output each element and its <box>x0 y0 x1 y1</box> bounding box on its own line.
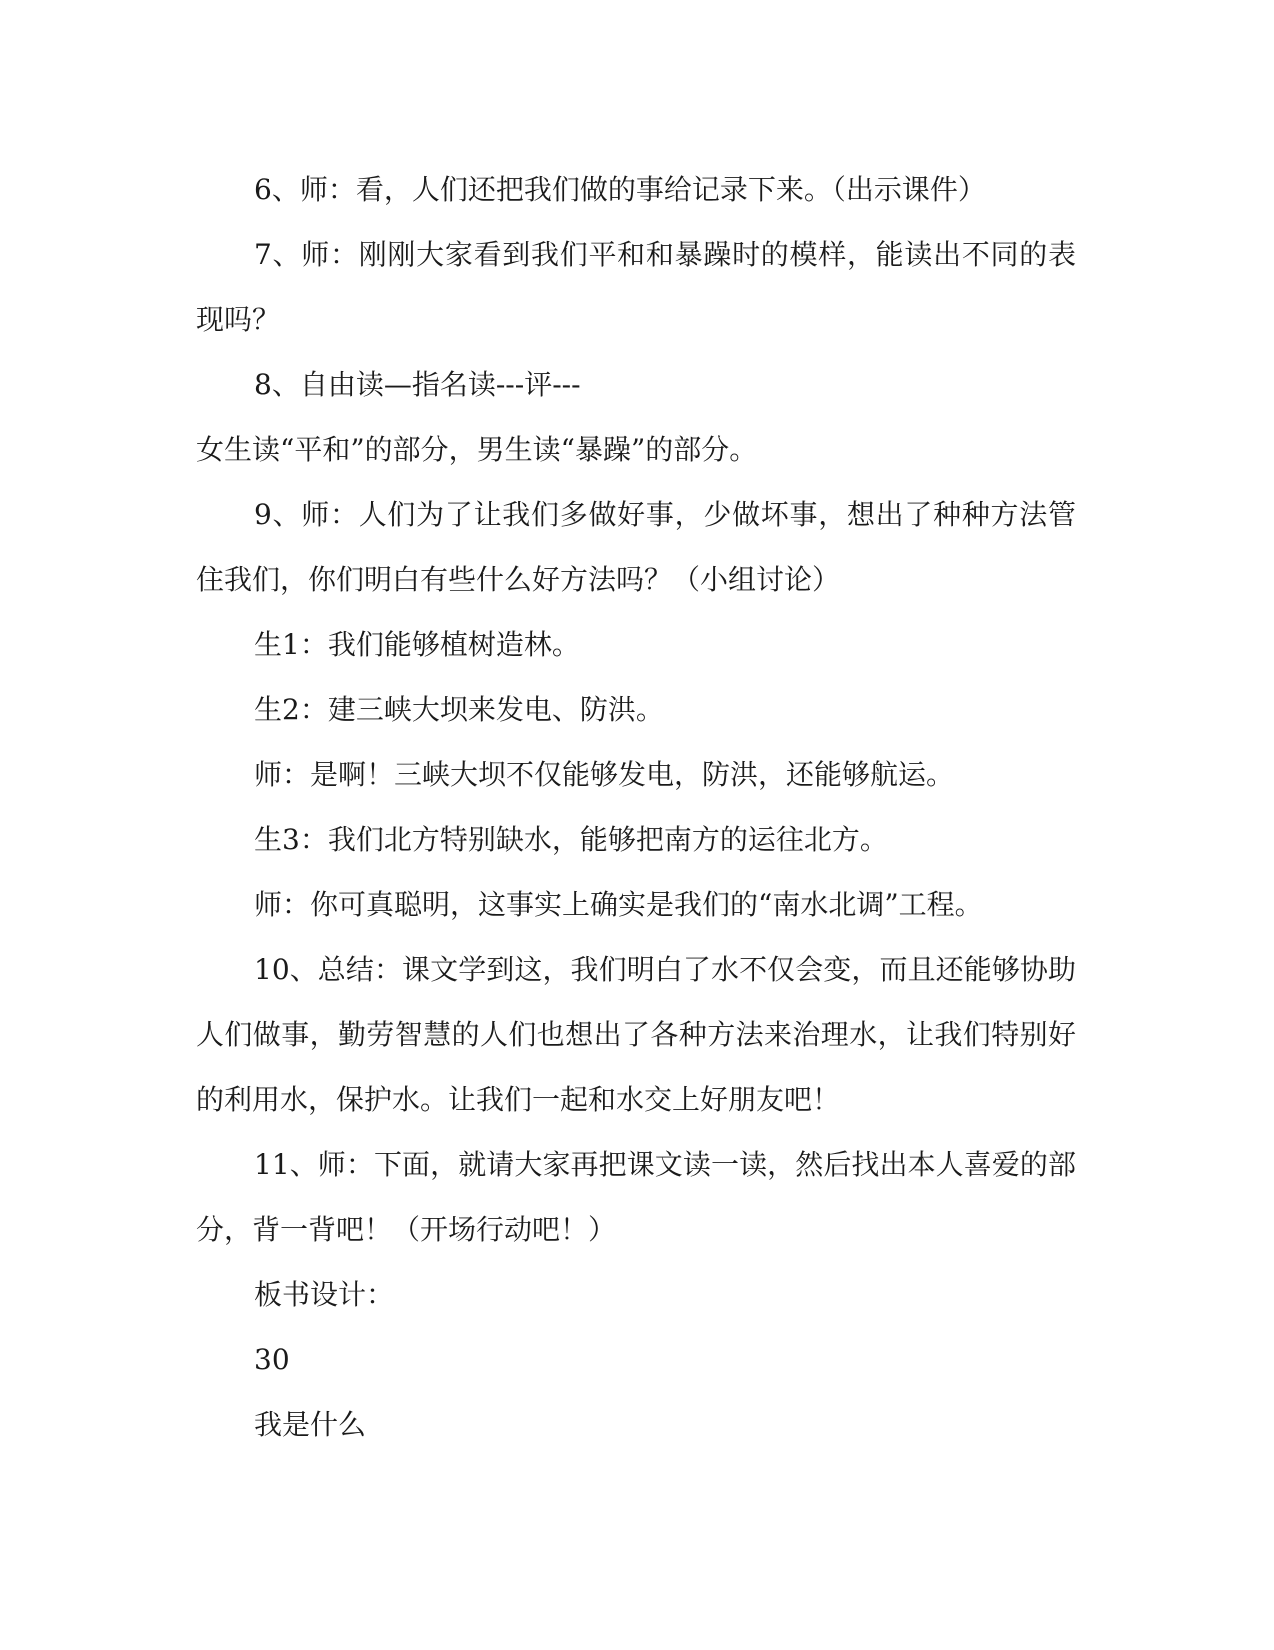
paragraph-9: 9、师：人们为了让我们多做好事，少做坏事，想出了种种方法管住我们，你们明白有些什么好方法吗？（小组讨论） <box>196 498 1076 596</box>
board-design-heading: 板书设计： <box>254 1278 395 1311</box>
document-body <box>196 157 1076 1457</box>
paragraph-8: 8、自由读—指名读---评--- <box>254 368 581 401</box>
teacher-reply-2: 师：你可真聪明，这事实上确实是我们的“南水北调”工程。 <box>254 888 983 921</box>
paragraph-reading-roles: 女生读“平和”的部分，男生读“暴躁”的部分。 <box>196 433 758 466</box>
paragraph-7: 7、师：刚刚大家看到我们平和和暴躁时的模样，能读出不同的表现吗？ <box>196 238 1076 336</box>
lesson-title: 我是什么 <box>254 1408 367 1441</box>
student-1-answer: 生1：我们能够植树造林。 <box>254 628 580 661</box>
student-2-answer: 生2：建三峡大坝来发电、防洪。 <box>254 693 664 726</box>
paragraph-11: 11、师：下面，就请大家再把课文读一读，然后找出本人喜爱的部分，背一背吧！（开场行动吧！） <box>196 1148 1076 1246</box>
paragraph-6: 6、师：看，人们还把我们做的事给记录下来。（出示课件） <box>254 173 986 206</box>
student-3-answer: 生3：我们北方特别缺水，能够把南方的运往北方。 <box>254 823 888 856</box>
paragraph-10-summary: 10、总结：课文学到这，我们明白了水不仅会变，而且还能够协助人们做事，勤劳智慧的人们也想出了各种方法来治理水，让我们特别好的利用水，保护水。让我们一起和水交上好朋友吧！ <box>196 953 1076 1116</box>
lesson-number: 30 <box>254 1343 290 1376</box>
teacher-reply-1: 师：是啊！三峡大坝不仅能够发电，防洪，还能够航运。 <box>254 758 955 791</box>
